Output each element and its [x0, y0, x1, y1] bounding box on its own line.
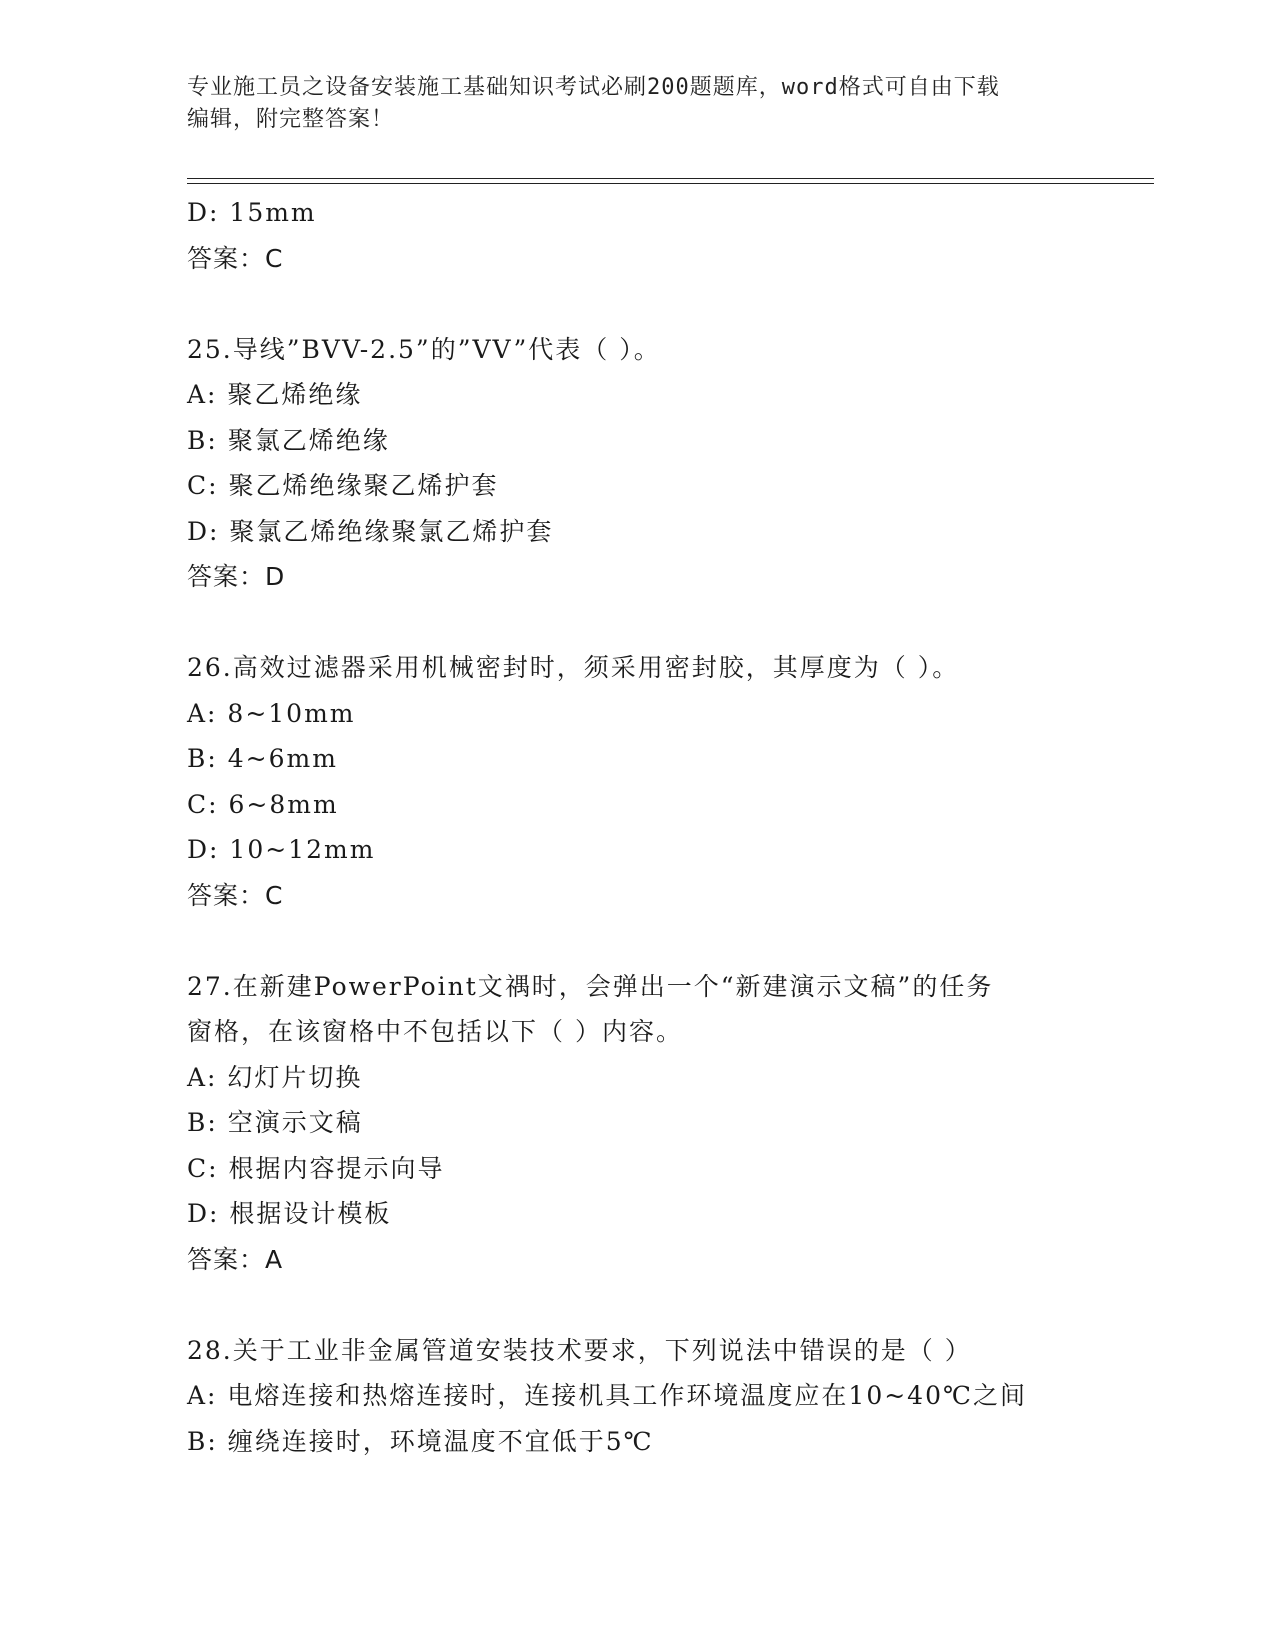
option-d: D: 根据设计模板: [187, 1199, 392, 1228]
option-a: A: 电熔连接和热熔连接时，连接机具工作环境温度应在10~40℃之间: [187, 1381, 1027, 1410]
question-stem: 25.导线”BVV-2.5”的”VV”代表（ ）。: [187, 334, 661, 364]
answer: 答案：C: [187, 880, 284, 910]
header-rule-top: [187, 178, 1154, 179]
question-stem: 26.高效过滤器采用机械密封时，须采用密封胶，其厚度为（ ）。: [187, 653, 960, 682]
option-b: B: 空演示文稿: [187, 1108, 363, 1137]
option-a: A: 幻灯片切换: [187, 1062, 363, 1092]
option-c: C: 聚乙烯绝缘聚乙烯护套: [187, 471, 499, 500]
option-b: B: 4~6mm: [187, 744, 338, 773]
question-list: [187, 190, 1087, 1464]
header-line-2: 编辑，附完整答案！: [187, 107, 395, 132]
page-header: [187, 72, 1087, 136]
option-d: D: 15mm: [187, 198, 317, 227]
option-b: B: 聚氯乙烯绝缘: [187, 425, 390, 455]
spacer: [187, 281, 1087, 327]
header-rule-bottom: [187, 183, 1154, 184]
option-c: C: 根据内容提示向导: [187, 1153, 445, 1183]
answer: 答案：A: [187, 1244, 284, 1274]
option-c: C: 6~8mm: [187, 789, 339, 819]
option-d: D: 10~12mm: [187, 835, 376, 864]
option-a: A: 聚乙烯绝缘: [187, 380, 363, 409]
spacer: [187, 1282, 1087, 1328]
option-d: D: 聚氯乙烯绝缘聚氯乙烯护套: [187, 516, 554, 546]
answer: 答案：D: [187, 562, 286, 591]
question-stem-continued: 窗格，在该窗格中不包括以下（ ）内容。: [187, 1017, 683, 1046]
question-stem: 27.在新建PowerPoint文禑时，会弹出一个“新建演示文稿”的任务: [187, 971, 994, 1001]
option-b: B: 缠绕连接时，环境温度不宜低于5℃: [187, 1426, 654, 1456]
option-a: A: 8~10mm: [187, 698, 356, 728]
answer: 答案：C: [187, 243, 284, 273]
header-line-1: 专业施工员之设备安装施工基础知识考试必刷200题题库，word格式可自由下载: [187, 75, 1000, 100]
spacer: [187, 600, 1087, 646]
question-stem: 28.关于工业非金属管道安装技术要求，下列说法中错误的是（ ）: [187, 1335, 972, 1365]
spacer: [187, 918, 1087, 964]
